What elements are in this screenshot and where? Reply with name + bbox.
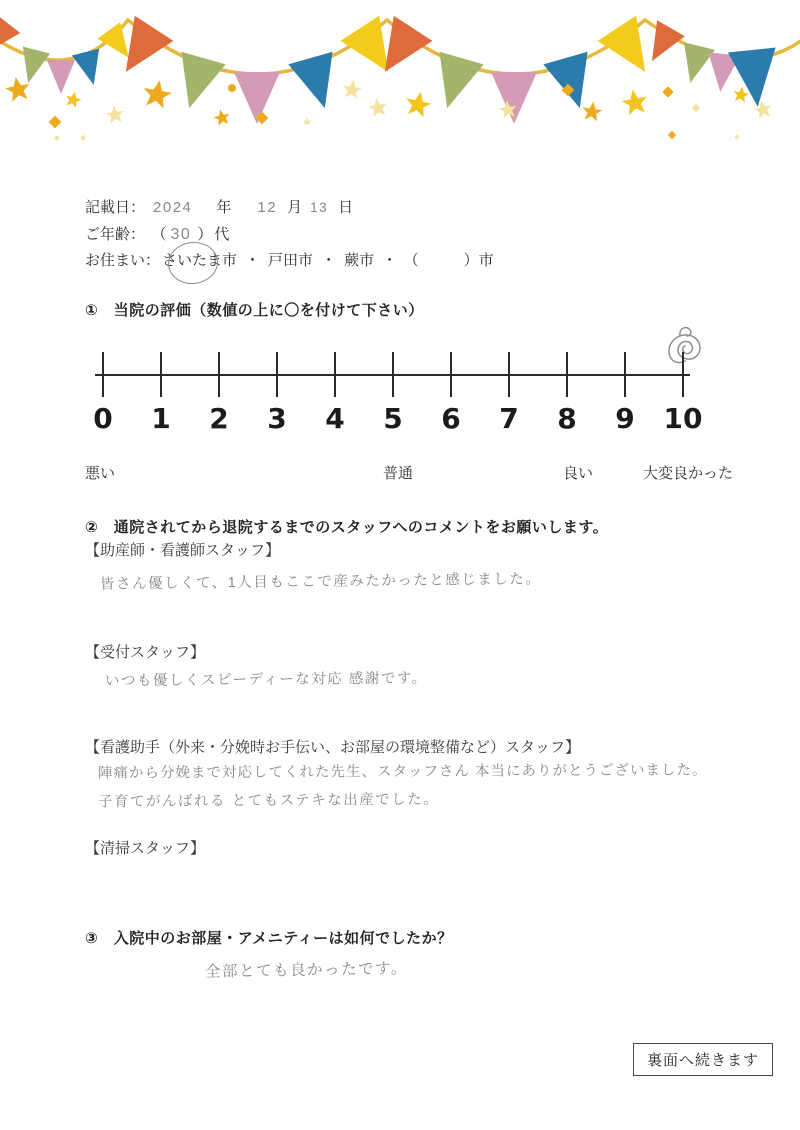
residence-label: お住まい：: [85, 252, 161, 269]
residence-other-blank: （ ）市: [411, 252, 494, 269]
age-label: ご年齢：: [85, 226, 146, 243]
day-unit: 日: [338, 199, 354, 216]
scale-tick-9: [624, 352, 626, 397]
scale-tick-8: [566, 352, 568, 397]
age-line: [85, 223, 229, 244]
bunting-flags-middle-right: [365, 16, 664, 124]
scale-label-bad: 悪い: [85, 465, 116, 482]
scale-number-0: 0: [93, 402, 113, 435]
age-paren-close: ）: [197, 226, 213, 243]
separator-dot: ・: [382, 252, 398, 269]
scale-tick-7: [508, 352, 510, 397]
separator-dot: ・: [245, 252, 261, 269]
question-1-heading: ① 当院の評価（数値の上に〇を付けて下さい）: [85, 302, 424, 319]
handwritten-comment-nursing-assistant-1: 陣痛から分娩まで対応してくれた先生、スタッフさん 本当にありがとうございました。: [97, 762, 708, 782]
bunting-flags-middle-left: [106, 16, 407, 124]
scale-tick-0: [102, 352, 104, 397]
question-2-heading: ② 通院されてから退院するまでのスタッフへのコメントをお願いします。: [85, 519, 609, 536]
continue-on-back-note: 裏面へ続きます: [633, 1043, 773, 1076]
handwritten-answer-room-amenity: 全部とても良かったです。: [204, 960, 408, 981]
scale-number-6: 6: [441, 402, 461, 435]
scale-number-5: 5: [383, 402, 403, 435]
handwritten-circle-rating-10: [666, 321, 706, 369]
scale-tick-10: [682, 352, 684, 397]
section-label-reception: 【受付スタッフ】: [85, 644, 206, 661]
star-icons: [4, 75, 774, 141]
scale-number-2: 2: [209, 402, 229, 435]
handwritten-day: 13: [310, 200, 329, 215]
scale-tick-1: [160, 352, 162, 397]
date-label: 記載日：: [85, 199, 146, 216]
scale-tick-5: [392, 352, 394, 397]
scale-tick-3: [276, 352, 278, 397]
separator-dot: ・: [321, 252, 337, 269]
section-label-nursing-assistant: 【看護助手（外来・分娩時お手伝い、お部屋の環境整備など）スタッフ】: [85, 739, 581, 756]
scale-number-3: 3: [267, 402, 287, 435]
scale-label-good: 良い: [563, 465, 594, 482]
scale-number-9: 9: [615, 402, 635, 435]
age-unit: 代: [214, 226, 230, 243]
section-label-cleaning: 【清掃スタッフ】: [85, 840, 206, 857]
scale-label-excellent: 大変良かった: [643, 465, 734, 482]
scale-number-8: 8: [557, 402, 577, 435]
scale-number-4: 4: [325, 402, 345, 435]
scale-number-10: 10: [663, 402, 703, 435]
bunting-flags-left: [0, 16, 140, 94]
month-unit: 月: [287, 199, 303, 216]
scale-label-normal: 普通: [383, 465, 414, 482]
bunting-flags-right: [638, 20, 781, 109]
handwritten-year: 2024: [153, 199, 193, 216]
handwritten-age: 30: [170, 226, 192, 243]
scale-tick-4: [334, 352, 336, 397]
year-unit: 年: [216, 199, 232, 216]
handwritten-comment-nursing-assistant-2: 子育てがんばれる とてもステキな出産でした。: [97, 791, 440, 811]
rating-scale: [93, 352, 703, 442]
question-3-heading: ③ 入院中のお部屋・アメニティーは如何でしたか？: [85, 930, 453, 947]
scale-tick-2: [218, 352, 220, 397]
residence-city-toda: 戸田市: [268, 252, 314, 269]
residence-city-saitama: さいたま市: [162, 252, 238, 269]
party-bunting-banner: [0, 0, 800, 155]
scale-number-7: 7: [499, 402, 519, 435]
residence-line: [85, 249, 494, 270]
handwritten-month: 12: [257, 199, 278, 216]
residence-city-warabi: 蕨市: [344, 252, 375, 269]
age-paren-open: （: [159, 226, 167, 243]
section-label-midwife-nurse: 【助産師・看護師スタッフ】: [85, 542, 281, 559]
handwritten-comment-midwife-nurse: 皆さん優しくて、1人目もここで産みたかったと感じました。: [99, 571, 542, 593]
handwritten-comment-reception: いつも優しくスピーディーな対応 感謝です。: [104, 670, 428, 690]
handwritten-circle-residence: [166, 240, 220, 287]
scale-tick-6: [450, 352, 452, 397]
scale-number-1: 1: [151, 402, 171, 435]
date-line: [85, 196, 353, 217]
